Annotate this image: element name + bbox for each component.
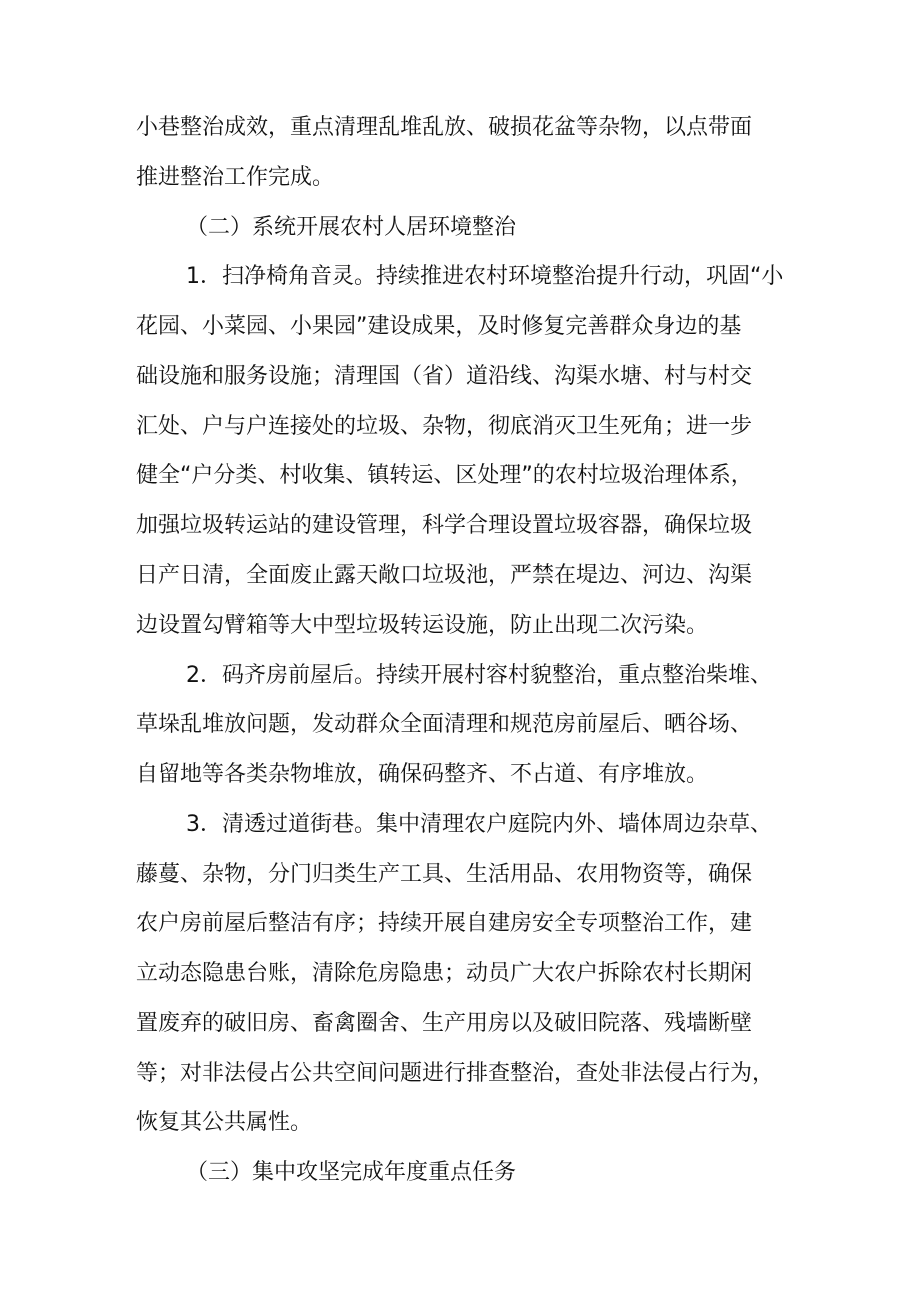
text-line: 恢复其公共属性。	[136, 1110, 313, 1135]
text-line: 置废弃的破旧房、畜禽圈舍、生产用房以及破旧院落、残墙断壁	[136, 1011, 753, 1036]
text-line: 花园、小菜园、小果园”建设成果，及时修复完善群众身边的基	[136, 314, 742, 339]
paragraph-first-line: 3．清透过道街巷。集中清理农户庭院内外、墙体周边杂草、	[186, 812, 772, 837]
text-line: 边设置勾臂箱等大中型垃圾转运设施，防止出现二次污染。	[136, 613, 709, 638]
text-line: 日产日清，全面废止露天敞口垃圾池，严禁在堤边、河边、沟渠	[136, 563, 753, 588]
paragraph-first-line: 1．扫净椅角音灵。持续推进农村环境整治提升行动，巩固“小	[186, 264, 784, 289]
section-heading: （三）集中攻坚完成年度重点任务	[186, 1160, 517, 1185]
text-line: 立动态隐患台账，清除危房隐患；动员广大农户拆除农村长期闲	[136, 961, 753, 986]
text-line: 等；对非法侵占公共空间问题进行排查整治，查处非法侵占行为，	[136, 1061, 775, 1086]
text-line: 汇处、户与户连接处的垃圾、杂物，彻底消灭卫生死角；进一步	[136, 414, 753, 439]
text-line: 草垛乱堆放问题，发动群众全面清理和规范房前屋后、晒谷场、	[136, 712, 753, 737]
section-heading: （二）系统开展农村人居环境整治	[186, 215, 517, 240]
text-line: 自留地等各类杂物堆放，确保码整齐、不占道、有序堆放。	[136, 762, 709, 787]
text-line: 础设施和服务设施；清理国（省）道沿线、沟渠水塘、村与村交	[136, 364, 753, 389]
paragraph-first-line: 2．码齐房前屋后。持续开展村容村貌整治，重点整治柴堆、	[186, 663, 772, 688]
text-line: 加强垃圾转运站的建设管理，科学合理设置垃圾容器，确保垃圾	[136, 513, 753, 538]
text-line: 健全“户分类、村收集、镇转运、区处理”的农村垃圾治理体系，	[136, 463, 753, 488]
text-line: 藤蔓、杂物，分门归类生产工具、生活用品、农用物资等，确保	[136, 862, 753, 887]
text-line: 推进整治工作完成。	[136, 165, 335, 190]
text-line: 小巷整治成效，重点清理乱堆乱放、破损花盆等杂物，以点带面	[136, 115, 753, 140]
text-line: 农户房前屋后整洁有序；持续开展自建房安全专项整治工作，建	[136, 911, 753, 936]
